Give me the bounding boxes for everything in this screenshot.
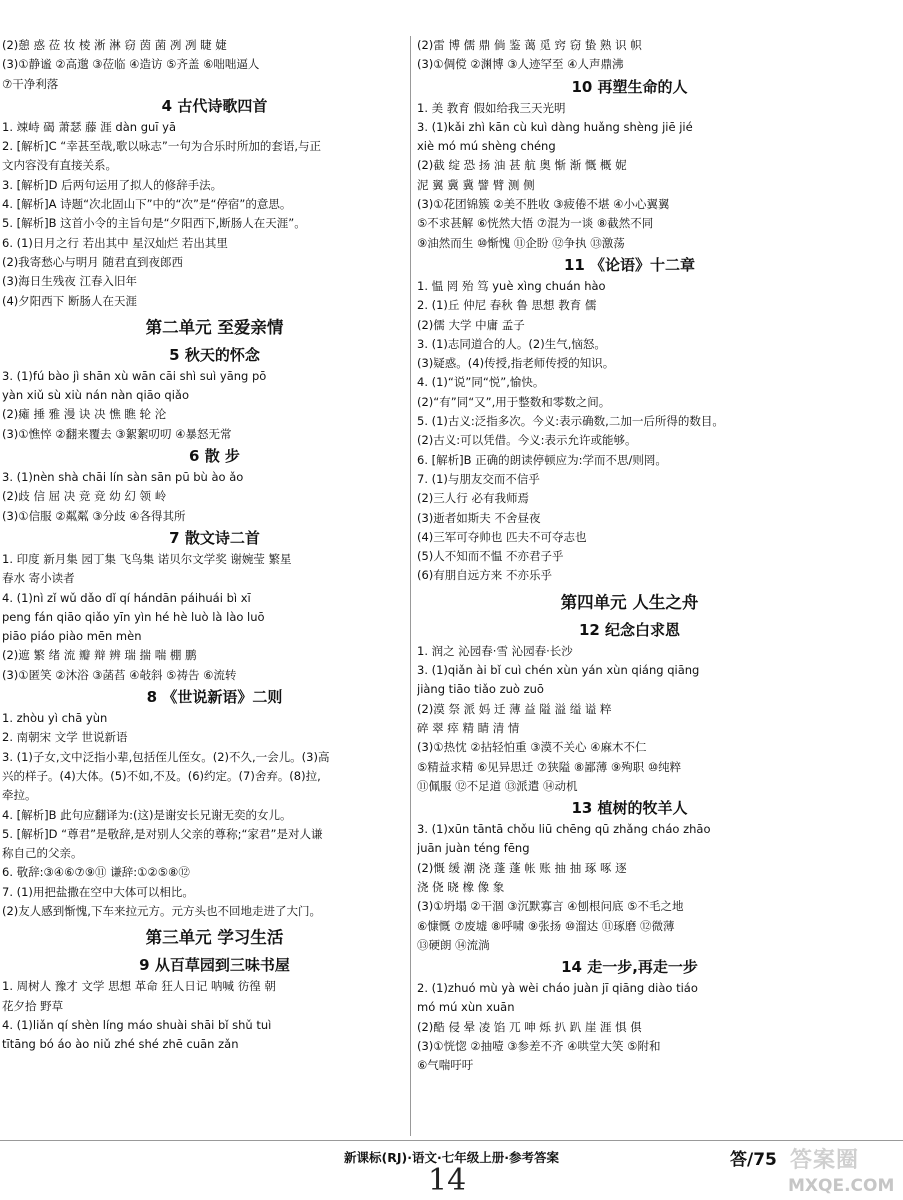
unit-heading: 第二单元 至爱亲情	[145, 317, 284, 337]
answer-line: juān juàn téng fēng	[417, 841, 530, 856]
answer-line: (3)①恍惚 ②抽噎 ③参差不齐 ④哄堂大笑 ⑤附和	[417, 1039, 661, 1054]
answer-line: yàn xiǔ sù xiù nán nàn qiāo qiǎo	[2, 388, 189, 403]
answer-line: 3. [解析]D 后两句运用了拟人的修辞手法。	[2, 177, 223, 192]
answer-line: 浇 侥 晓 橡 像 象	[417, 879, 505, 894]
answer-line: ⑥气喘吁吁	[417, 1058, 474, 1073]
answer-line: 泥 翼 冀 冀 譬 臂 测 侧	[417, 177, 535, 192]
answer-line: ⑤精益求精 ⑥见异思迁 ⑦狭隘 ⑧鄙薄 ⑨殉职 ⑩纯粹	[417, 759, 682, 774]
answer-line: ⑨油然而生 ⑩惭愧 ⑪企盼 ⑫争执 ⑬激荡	[417, 235, 625, 250]
answer-line: (6)有朋自远方来 不亦乐乎	[417, 568, 552, 583]
answer-line: 1. 愠 罔 殆 笃 yuè xìng chuán hào	[417, 278, 606, 293]
watermark: MXQE.COM	[788, 1176, 895, 1196]
answer-line: 1. 润之 沁园春·雪 沁园春·长沙	[417, 643, 573, 658]
answer-line: 1. 周树人 豫才 文学 思想 革命 狂人日记 呐喊 彷徨 朝	[2, 979, 276, 994]
answer-line: peng fán qiāo qiǎo yīn yìn hé hè luò là lào luō	[2, 609, 265, 624]
answer-line: 5. [解析]B 这首小令的主旨句是“夕阳西下,断肠人在天涯”。	[2, 216, 306, 231]
answer-line: (3)①信服 ②粼粼 ③分歧 ④各得其所	[2, 508, 186, 523]
answer-line: 花夕拾 野草	[2, 998, 64, 1013]
handwritten-number: 14	[428, 1163, 467, 1198]
answer-line: 文内容没有直接关系。	[2, 158, 117, 173]
answer-line: (2)慨 缓 潮 浇 蓬 蓬 帐 账 抽 抽 琢 啄 逐	[417, 860, 627, 875]
answer-line: (2)三人行 必有我师焉	[417, 491, 529, 506]
answer-line: ⑬硬朗 ⑭流淌	[417, 937, 490, 952]
answer-line: 4. (1)liǎn qí shèn líng máo shuài shāi bǐ shǔ tuì	[2, 1017, 272, 1032]
answer-line: (3)海日生残夜 江春入旧年	[2, 274, 137, 289]
answer-line: 兴的样子。(4)大体。(5)不如,不及。(6)约定。(7)舍弃。(8)拉,	[2, 768, 321, 783]
footer-book-title: 新课标(RJ)·语文·七年级上册·参考答案	[344, 1150, 559, 1165]
answer-line: 称自己的父亲。	[2, 846, 83, 861]
answer-line: 7. (1)用把盐撒在空中大体可以相比。	[2, 884, 194, 899]
answer-line: 6. 敬辞:③④⑥⑦⑨⑪ 谦辞:①②⑤⑧⑫	[2, 865, 190, 880]
answer-line: ⑤不求甚解 ⑥恍然大悟 ⑦混为一谈 ⑧截然不同	[417, 216, 654, 231]
answer-line: 7. (1)与朋友交而不信乎	[417, 471, 540, 486]
answer-line: 4. [解析]A 诗题“次北固山下”中的“次”是“停宿”的意思。	[2, 197, 292, 212]
answer-line: 2. [解析]C “幸甚至哉,歌以咏志”一句为合乐时所加的套语,与正	[2, 139, 322, 154]
answer-line: (2)歧 信 屈 决 竞 竞 幼 幻 领 岭	[2, 489, 167, 504]
lesson-heading: 14 走一步,再走一步	[561, 958, 698, 977]
answer-line: 5. (1)古义:泛指多次。今义:表示确数,二加一后所得的数目。	[417, 414, 724, 429]
right-column	[417, 36, 842, 1076]
answer-line: (2)截 绽 恐 扬 油 甚 航 奥 惭 渐 慨 概 妮	[417, 158, 627, 173]
answer-line: (2)儒 大学 中庸 孟子	[417, 317, 525, 332]
answer-line: (3)①匿笑 ②沐浴 ③菡萏 ④敧斜 ⑤祷告 ⑥流转	[2, 667, 237, 682]
answer-line: 1. zhòu yì chā yùn	[2, 711, 108, 726]
answer-line: 4. (1)“说”同“悦”,愉快。	[417, 375, 545, 390]
answer-line: 6. (1)日月之行 若出其中 星汉灿烂 若出其里	[2, 235, 228, 250]
answer-line: 1. 竦峙 碣 萧瑟 藤 涯 dàn guī yā	[2, 119, 176, 134]
answer-line: 2. 南朝宋 文学 世说新语	[2, 730, 128, 745]
answer-line: 1. 美 教育 假如给我三天光明	[417, 100, 566, 115]
lesson-heading: 5 秋天的怀念	[169, 345, 260, 364]
answer-line: 3. (1)nèn shà chāi lín sàn sān pū bù ào ǎo	[2, 470, 244, 485]
answer-line: (2)酷 侵 晕 凌 馅 兀 呻 烁 扒 趴 崖 涯 惧 俱	[417, 1019, 642, 1034]
answer-line: 3. (1)志同道合的人。(2)生气,恼怒。	[417, 336, 606, 351]
answer-line: 4. (1)nì zǐ wǔ dǎo dǐ qí hándān páihuái bì xī	[2, 590, 251, 605]
answer-line: (3)疑惑。(4)传授,指老师传授的知识。	[417, 356, 615, 371]
answer-line: (2)憩 惑 莅 妆 棱 淅 淋 窃 茵 菌 冽 冽 睫 婕	[2, 38, 227, 52]
answer-line: xiè mó mú shèng chéng	[417, 139, 556, 154]
lesson-heading: 10 再塑生命的人	[571, 77, 688, 96]
answer-line: (2)遮 繁 绪 流 瓣 辩 辨 瑞 揣 喘 棚 鹏	[2, 648, 197, 663]
lesson-heading: 8 《世说新语》二则	[146, 688, 283, 707]
answer-line: 6. [解析]B 正确的朗读停顿应为:学而不思/则罔。	[417, 452, 667, 467]
answer-line: (2)“有”同“又”,用于整数和零数之间。	[417, 394, 611, 409]
answer-line: (2)漠 祭 派 妈 迁 薄 益 隘 溢 缢 谥 粹	[417, 701, 612, 716]
answer-line: (3)①憔悴 ②翻来覆去 ③絮絮叨叨 ④暴怒无常	[2, 426, 232, 441]
left-column	[2, 36, 427, 1054]
answer-line: 牵拉。	[2, 788, 37, 803]
answer-line: (3)①坍塌 ②干涸 ③沉默寡言 ④刨根问底 ⑤不毛之地	[417, 899, 684, 914]
answer-line: ⑪佩服 ⑫不足道 ⑬派遣 ⑭动机	[417, 778, 578, 793]
site-logo: 答案圈	[790, 1148, 860, 1173]
answer-line: ⑥慷慨 ⑦废墟 ⑧呼啸 ⑨张扬 ⑩溜达 ⑪琢磨 ⑫微薄	[417, 918, 675, 933]
footer-rule	[0, 1140, 903, 1141]
answer-line: ⑦干净利落	[2, 76, 59, 91]
lesson-heading: 12 纪念白求恩	[578, 620, 681, 639]
answer-line: (2)瘫 捶 雅 漫 诀 决 憔 瞧 轮 沦	[2, 407, 167, 422]
answer-line: (3)逝者如斯夫 不舍昼夜	[417, 510, 541, 525]
answer-line: (5)人不知而不愠 不亦君子乎	[417, 549, 564, 564]
answer-line: 3. (1)子女,文中泛指小辈,包括侄儿侄女。(2)不久,一会儿。(3)高	[2, 749, 330, 764]
answer-line: (4)三军可夺帅也 匹夫不可夺志也	[417, 529, 587, 544]
answer-line: (3)①倜傥 ②渊博 ③人迹罕至 ④人声鼎沸	[417, 57, 624, 72]
answer-line: jiàng tiāo tiǎo zuò zuō	[417, 682, 544, 697]
unit-heading: 第三单元 学习生活	[145, 928, 284, 948]
answer-line: 碎 翠 瘁 精 睛 清 情	[417, 720, 520, 735]
answer-line: piāo piáo piào mēn mèn	[2, 629, 142, 644]
answer-line: 5. [解析]D “尊君”是敬辞,是对别人父亲的尊称;“家君”是对人谦	[2, 826, 323, 841]
unit-heading: 第四单元 人生之舟	[560, 592, 699, 612]
answer-line: (3)①热忱 ②拈轻怕重 ③漠不关心 ④麻木不仁	[417, 740, 647, 755]
lesson-heading: 4 古代诗歌四首	[161, 96, 268, 115]
lesson-heading: 9 从百草园到三味书屋	[139, 956, 290, 975]
answer-line: (2)雷 博 儒 鼎 倘 鉴 蔼 觅 窍 窃 蛰 熟 识 帜	[417, 38, 642, 52]
answer-line: (3)①静谧 ②高邈 ③莅临 ④造访 ⑤齐盖 ⑥咄咄逼人	[2, 57, 260, 72]
answer-line: (2)友人感到惭愧,下车来拉元方。元方头也不回地走进了大门。	[2, 903, 321, 918]
answer-line: 3. (1)xūn tāntā chǒu liū chēng qū zhǎng cháo zhāo	[417, 822, 711, 837]
answer-line: 2. (1)zhuó mù yà wèi cháo juàn jī qiāng diào tiáo	[417, 981, 698, 996]
answer-line: 4. [解析]B 此句应翻译为:(这)是谢安长兄谢无奕的女儿。	[2, 807, 292, 822]
answer-line: 3. (1)kǎi zhì kān cù kuì dàng huǎng shèng jiē jié	[417, 119, 693, 134]
answer-line: tītāng bó áo ào niǔ zhé shé zhē cuān zǎn	[2, 1037, 239, 1052]
lesson-heading: 13 植树的牧羊人	[571, 799, 688, 818]
answer-line: (4)夕阳西下 断肠人在天涯	[2, 293, 137, 308]
answer-line: (2)古义:可以凭借。今义:表示允许或能够。	[417, 433, 637, 448]
answer-line: mó mú xùn xuān	[417, 1000, 515, 1015]
lesson-heading: 6 散 步	[189, 447, 240, 466]
lesson-heading: 7 散文诗二首	[169, 528, 260, 547]
answer-line: (3)①花团锦簇 ②美不胜收 ③疲倦不堪 ④小心翼翼	[417, 197, 670, 212]
page-number: 答/75	[730, 1150, 777, 1170]
lesson-heading: 11 《论语》十二章	[563, 255, 696, 274]
answer-line: (2)我寄愁心与明月 随君直到夜郎西	[2, 254, 183, 269]
answer-line: 春水 寄小读者	[2, 571, 75, 586]
answer-line: 2. (1)丘 仲尼 春秋 鲁 思想 教育 儒	[417, 298, 597, 313]
answer-line: 1. 印度 新月集 园丁集 飞鸟集 诺贝尔文学奖 谢婉莹 繁星	[2, 551, 292, 566]
answer-line: 3. (1)fú bào jì shān xù wān cāi shì suì yāng pō	[2, 368, 267, 383]
answer-line: 3. (1)qiǎn ài bǐ cuì chén xùn yán xùn qiáng qiāng	[417, 663, 700, 678]
